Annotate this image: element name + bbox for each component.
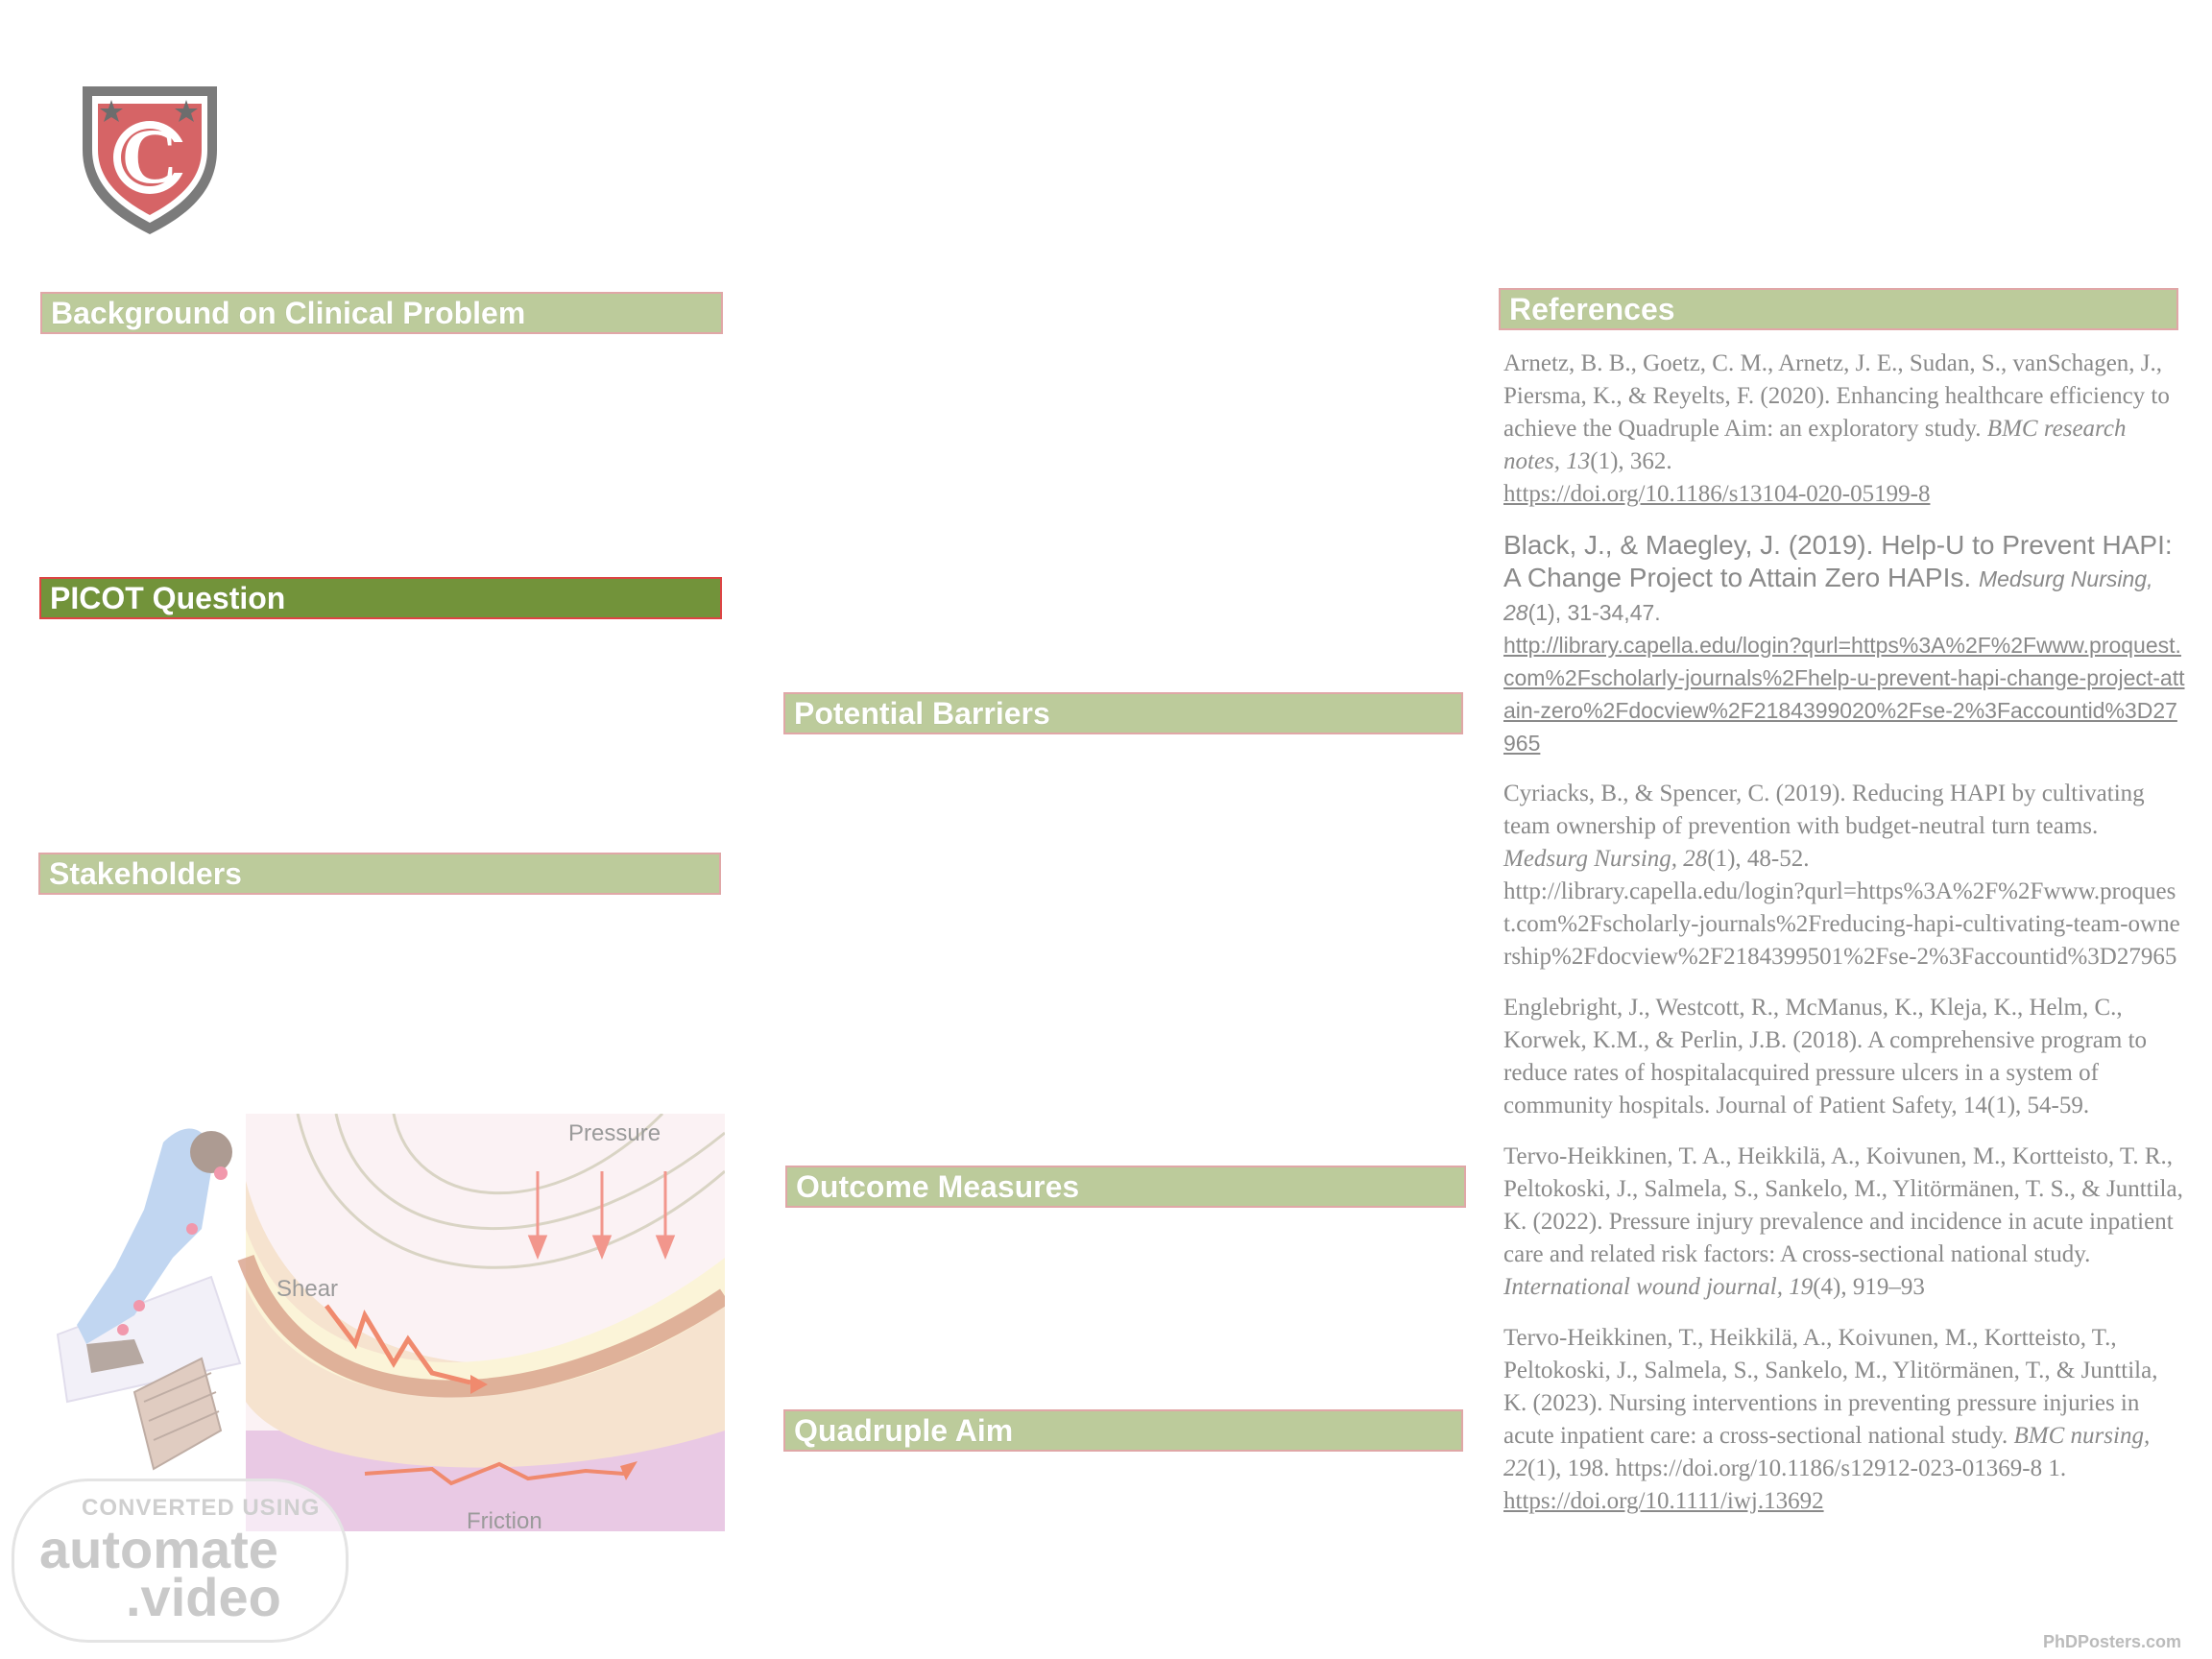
shear-label: Shear [276, 1276, 339, 1302]
stakeholders-header: Stakeholders [38, 853, 721, 895]
footer-brand: PhDPosters.com [2043, 1632, 2182, 1651]
shield-logo [79, 83, 221, 236]
references-list [1503, 348, 2185, 1536]
background-header: Background on Clinical Problem [40, 292, 723, 334]
logo-letter: C [121, 112, 179, 200]
reference-4: Englebright, J., Westcott, R., McManus, K., Kleja, K., Helm, C., Korwek, K.M., & Perlin, J.B. (2018). A comprehensive program to reduce rates of hospitalacquired pressure ulcers in a system of community hospitals. Journal of Patient Safety, 14(1), 54-59. [1503, 995, 2148, 1118]
watermark-badge [12, 1479, 349, 1643]
quadruple-header: Quadruple Aim [783, 1409, 1463, 1452]
watermark-line2: automate [39, 1519, 278, 1579]
reference-2-link[interactable]: http://library.capella.edu/login?qurl=https%3A%2F%2Fwww.proquest.com%2Fscholarly-journals%2Fhelp-u-prevent-hapi-change-project-attain-zero%2Fdocview%2F2184399020%2Fse-2%3Faccountid%3D27965 [1503, 633, 2185, 756]
reference-6: Tervo-Heikkinen, T., Heikkilä, A., Koivunen, M., Kortteisto, T., Peltokoski, J., Salmela, S., Sankelo, M., Ylitörmänen, T., & Junttila, K. (2023). Nursing interventions in preventing pressure injuries in acute inpatient care: a cross-sectional national study. BMC nursing, 22(1), 198. https://doi.org/10.1186/s12912-023-01369-8 1. https://doi.org/10.1111/iwj.13692 [1503, 1325, 2158, 1514]
logo [79, 83, 221, 236]
reference-3: Cyriacks, B., & Spencer, C. (2019). Reducing HAPI by cultivating team ownership of prevention with budget-neutral turn teams. Medsurg Nursing, 28(1), 48-52. http://library.capella.edu/login?qurl=https%3A%2F%2Fwww.proquest.com%2Fscholarly-journals%2Freducing-hapi-cultivating-team-ownership%2Fdocview%2F2184399501%2Fse-2%3Faccountid%3D27965 [1503, 778, 2185, 974]
pressure-label: Pressure [568, 1120, 661, 1146]
reference-2: Black, J., & Maegley, J. (2019). Help-U to Prevent HAPI: A Change Project to Attain Zero HAPIs. Medsurg Nursing, 28(1), 31-34,47. http://library.capella.edu/login?qurl=https%3A%2F%2Fwww.proquest.com%2Fscholarly-journals%2Fhelp-u-prevent-hapi-change-project-attain-zero%2Fdocview%2F2184399020%2Fse-2%3Faccountid%3D27965 [1503, 529, 2185, 759]
picot-header: PICOT Question [39, 577, 722, 619]
reference-5: Tervo-Heikkinen, T. A., Heikkilä, A., Koivunen, M., Kortteisto, T. R., Peltokoski, J., Salmela, S., Sankelo, M., Ylitörmänen, T. S., & Junttila, K. (2022). Pressure injury prevalence and incidence in acute inpatient care and related risk factors: A cross-sectional national study. International wound journal, 19(4), 919–93 [1503, 1143, 2183, 1300]
references-header: References [1499, 288, 2178, 330]
watermark-line3: .video [126, 1567, 281, 1627]
pressure-injury-illustration [48, 1114, 725, 1531]
reference-3-url: http://library.capella.edu/login?qurl=https%3A%2F%2Fwww.proquest.com%2Fscholarly-journals%2Freducing-hapi-cultivating-team-ownership%2Fdocview%2F2184399501%2Fse-2%3Faccountid%3D27965 [1503, 878, 2180, 970]
watermark-line1: CONVERTED USING [82, 1495, 321, 1521]
friction-label: Friction [467, 1508, 542, 1531]
reference-1-link[interactable]: https://doi.org/10.1186/s13104-020-05199-8 [1503, 481, 1931, 507]
barriers-header: Potential Barriers [783, 692, 1463, 734]
outcomes-header: Outcome Measures [785, 1166, 1466, 1208]
reference-6-link[interactable]: https://doi.org/10.1111/iwj.13692 [1503, 1488, 1824, 1514]
reference-1: Arnetz, B. B., Goetz, C. M., Arnetz, J. E., Sudan, S., vanSchagen, J., Piersma, K., & Reyelts, F. (2020). Enhancing healthcare efficiency to achieve the Quadruple Aim: an exploratory study. BMC research notes, 13(1), 362. https://doi.org/10.1186/s13104-020-05199-8 [1503, 350, 2170, 507]
